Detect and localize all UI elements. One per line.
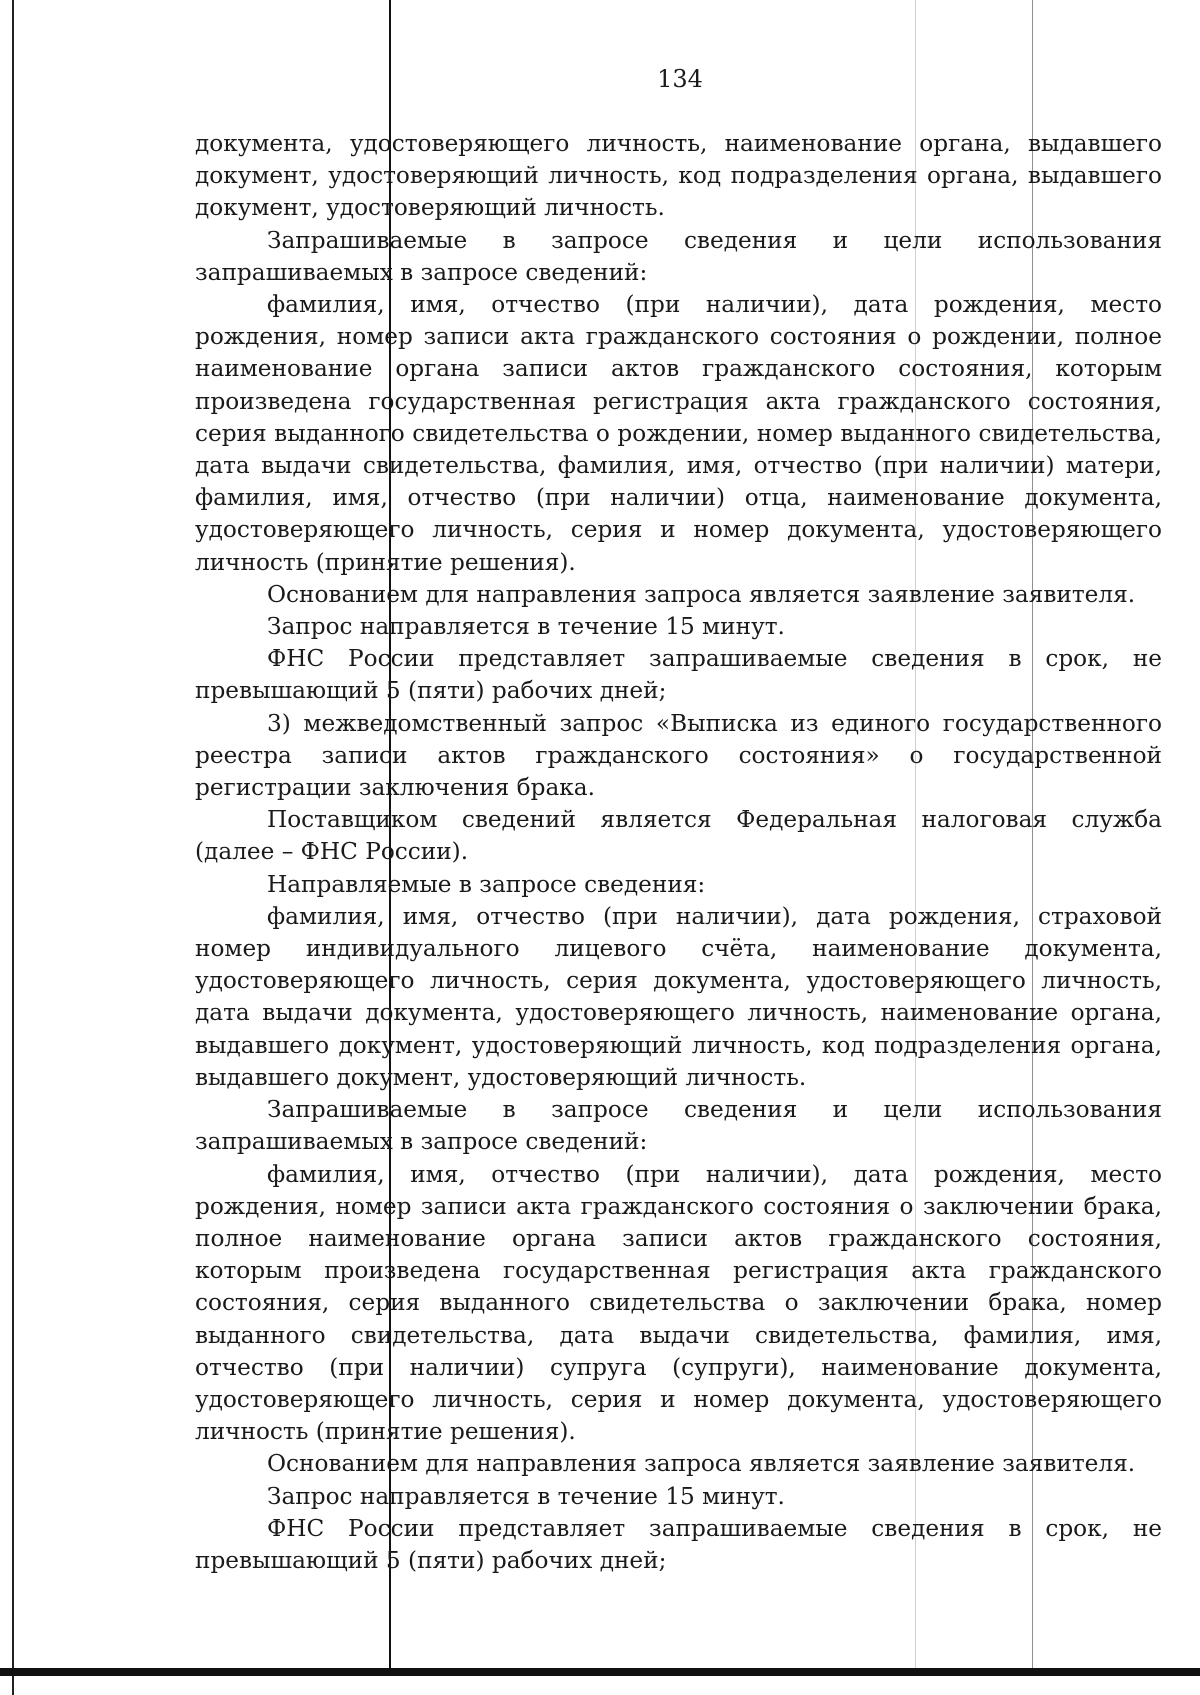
paragraph: документа, удостоверяющего личность, наименование органа, выдавшего документ, удостоверяющий личность, код подразделения органа, выдавшего документ, удостоверяющий личность.	[195, 130, 1162, 222]
paragraph: ФНС России представляет запрашиваемые сведения в срок, не превышающий 5 (пяти) рабочих дней;	[195, 645, 1162, 705]
paragraph: фамилия, имя, отчество (при наличии), дата рождения, место рождения, номер записи акта гражданского состояния о заключении брака, полное наименование органа записи актов гражданского состояния, которым произведена государственная регистрация акта гражданского состояния, серия выданного свидетельства о заключении брака, номер выданного свидетельства, дата выдачи свидетельства, фамилия, имя, отчество (при наличии) супруга (супруги), наименование документа, удостоверяющего личность, серия и номер документа, удостоверяющего личность (принятие решения).	[195, 1160, 1162, 1446]
paragraph: Основанием для направления запроса является заявление заявителя.	[267, 1450, 1136, 1478]
paragraph: Запрашиваемые в запросе сведения и цели использования запрашиваемых в запросе сведений:	[195, 1096, 1162, 1156]
paragraph: 3) межведомственный запрос «Выписка из единого государственного реестра записи актов гражданского состояния» о государственной регистрации заключения брака.	[195, 709, 1162, 802]
paragraph: фамилия, имя, отчество (при наличии), дата рождения, страховой номер индивидуального лицевого счёта, наименование документа, удостоверяющего личность, серия документа, удостоверяющего личность, дата выдачи документа, удостоверяющего личность, наименование органа, выдавшего документ, удостоверяющий личность, код подразделения органа, выдавшего документ, удостоверяющий личность.	[195, 902, 1162, 1091]
paragraph: Запрос направляется в течение 15 минут.	[267, 1482, 785, 1510]
paragraph: Запрос направляется в течение 15 минут.	[267, 613, 785, 641]
paragraph: Основанием для направления запроса является заявление заявителя.	[267, 580, 1136, 608]
paragraph: Направляемые в запросе сведения:	[267, 870, 706, 898]
scan-bottom-bar	[0, 1668, 1200, 1676]
paragraph: ФНС России представляет запрашиваемые сведения в срок, не превышающий 5 (пяти) рабочих дней;	[195, 1514, 1162, 1574]
paragraph: Поставщиком сведений является Федеральная налоговая служба (далее – ФНС России).	[195, 806, 1162, 866]
document-body	[195, 128, 1162, 1577]
paragraph: фамилия, имя, отчество (при наличии), дата рождения, место рождения, номер записи акта гражданского состояния о рождении, полное наименование органа записи актов гражданского состояния, которым произведена государственная регистрация акта гражданского состояния, серия выданного свидетельства о рождении, номер выданного свидетельства, дата выдачи свидетельства, фамилия, имя, отчество (при наличии) матери, фамилия, имя, отчество (при наличии) отца, наименование документа, удостоверяющего личность, серия и номер документа, удостоверяющего личность (принятие решения).	[195, 291, 1162, 576]
page-number: 134	[657, 65, 703, 93]
paragraph: Запрашиваемые в запросе сведения и цели использования запрашиваемых в запросе сведений:	[195, 226, 1162, 286]
scan-edge-left	[12, 0, 14, 1695]
